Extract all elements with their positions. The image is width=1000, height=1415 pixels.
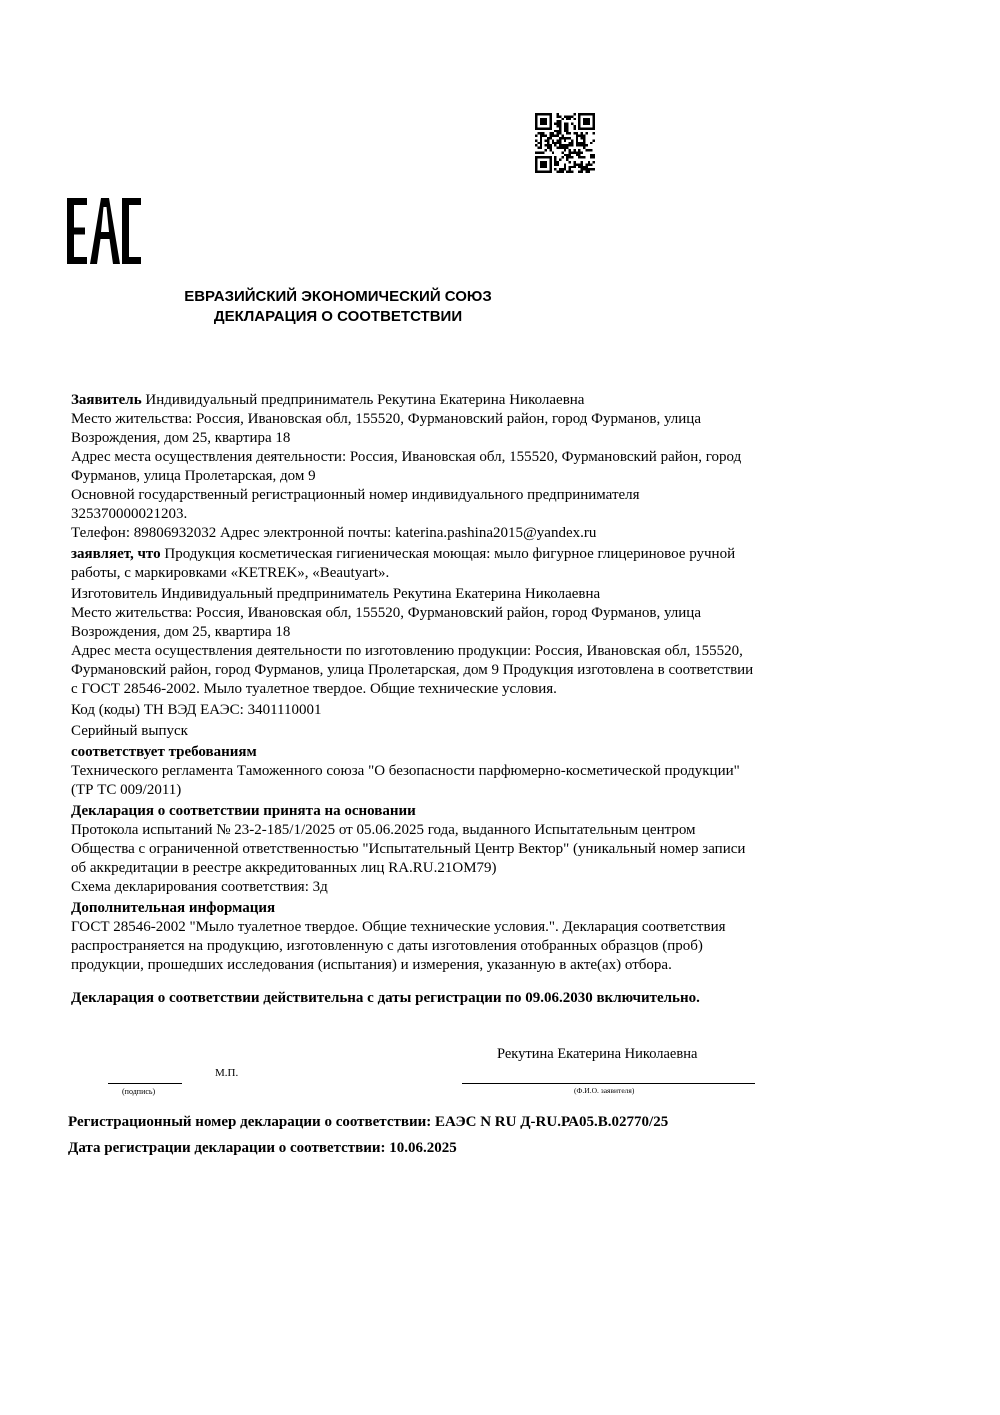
conformity-label: соответствует требованиям bbox=[71, 744, 257, 760]
applicant-line bbox=[71, 391, 761, 543]
declares-line bbox=[71, 545, 761, 583]
document-title: ДЕКЛАРАЦИЯ О СООТВЕТСТВИИ bbox=[213, 308, 463, 325]
declaration-scheme: Схема декларирования соответствия: 3д bbox=[71, 879, 328, 895]
basis-block bbox=[71, 802, 761, 897]
additional-info-label: Дополнительная информация bbox=[71, 900, 276, 916]
signature-caption: (подпись) bbox=[122, 1087, 156, 1096]
applicant-contacts: Телефон: 89806932032 Адрес электронной почты: katerina.pashina2015@yandex.ru bbox=[71, 525, 597, 541]
product-description: Продукция косметическая гигиеническая моющая: мыло фигурное глицериновое ручной работы, с маркировками «KETREK», «Beautyart». bbox=[71, 546, 736, 581]
declares-label: заявляет, что bbox=[71, 546, 161, 562]
additional-info-text: ГОСТ 28546-2002 "Мыло туалетное твердое. Общие технические условия.". Декларация соответствия распространяется на продукцию, изготовленную с даты изготовления отобранных образцов (проб) продукции, прошедших исследования (испытания) и измерения, указанную в акте(ах) отбора. bbox=[71, 919, 726, 973]
validity-statement: Декларация о соответствии действительна с даты регистрации по 09.06.2030 включительно. bbox=[71, 990, 700, 1006]
signatory-name: Рекутина Екатерина Николаевна bbox=[497, 1046, 698, 1062]
eac-logo-icon bbox=[67, 198, 141, 264]
tn-ved-code: Код (коды) ТН ВЭД ЕАЭС: 3401110001 bbox=[71, 702, 322, 718]
declaration-body bbox=[71, 391, 761, 1010]
applicant-activity-address: Адрес места осуществления деятельности: Россия, Ивановская обл, 155520, Фурмановский район, город Фурманов, улица Пролетарская, дом 9 bbox=[71, 449, 742, 484]
manufacturer-production-address: Адрес места осуществления деятельности по изготовлению продукции: Россия, Ивановская обл, 155520, Фурмановский район, город Фурманов, улица Пролетарская, дом 9 Продукция изготовлена в соответствии с ГОСТ 28546-2002. Мыло туалетное твердое. Общие технические условия. bbox=[71, 643, 754, 697]
name-line bbox=[462, 1083, 755, 1084]
conformity-block bbox=[71, 743, 761, 800]
manufacturer-residence: Место жительства: Россия, Ивановская обл, 155520, Фурмановский район, город Фурманов, улица Возрождения, дом 25, квартира 18 bbox=[71, 605, 701, 640]
signature-line bbox=[108, 1083, 182, 1084]
applicant-label: Заявитель bbox=[71, 392, 142, 408]
applicant-name: Индивидуальный предприниматель Рекутина Екатерина Николаевна bbox=[145, 392, 585, 408]
ogrnip-label: Основной государственный регистрационный номер индивидуального предпринимателя bbox=[71, 487, 640, 503]
ogrnip-value: 325370000021203. bbox=[71, 506, 188, 522]
manufacturer-name: Изготовитель Индивидуальный предприниматель Рекутина Екатерина Николаевна bbox=[71, 586, 601, 602]
registration-date: Дата регистрации декларации о соответствии: 10.06.2025 bbox=[68, 1140, 457, 1156]
qr-code-icon bbox=[535, 113, 595, 173]
basis-protocol: Протокола испытаний № 23-2-185/1/2025 от 05.06.2025 года, выданного Испытательным центром Общества с ограниченной ответственностью "Испытательный Центр Вектор" (уникальный номер записи об аккредитации в реестре аккредитованных лиц RA.RU.21OM79) bbox=[71, 822, 746, 876]
basis-label: Декларация о соответствии принята на основании bbox=[71, 803, 416, 819]
stamp-place: М.П. bbox=[215, 1067, 239, 1079]
union-title: ЕВРАЗИЙСКИЙ ЭКОНОМИЧЕСКИЙ СОЮЗ bbox=[184, 288, 492, 305]
additional-info-block bbox=[71, 899, 761, 975]
name-caption: (Ф.И.О. заявителя) bbox=[574, 1086, 635, 1095]
document-header bbox=[138, 287, 538, 327]
manufacturer-block bbox=[71, 585, 761, 699]
conformity-regulation: Технического регламента Таможенного союза "О безопасности парфюмерно-косметической продукции" (ТР ТС 009/2011) bbox=[71, 763, 740, 798]
registration-number: Регистрационный номер декларации о соответствии: ЕАЭС N RU Д-RU.РА05.В.02770/25 bbox=[68, 1114, 669, 1130]
serial-production: Серийный выпуск bbox=[71, 723, 188, 739]
applicant-residence: Место жительства: Россия, Ивановская обл, 155520, Фурмановский район, город Фурманов, улица Возрождения, дом 25, квартира 18 bbox=[71, 411, 701, 446]
